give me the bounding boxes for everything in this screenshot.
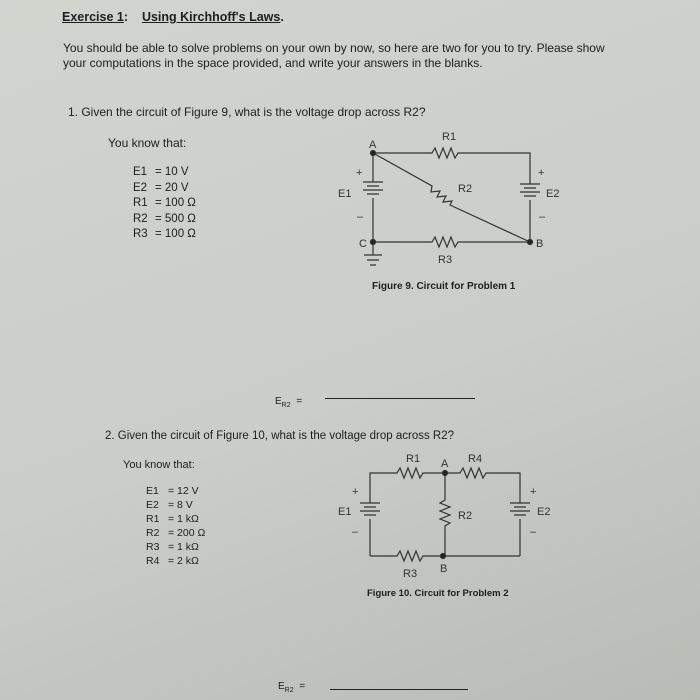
value-amount: = 100 Ω [155,228,196,240]
value-name: R4 [146,555,160,567]
value-name: E2 [146,499,159,511]
answer-subscript: R2 [281,402,291,409]
value-name: R1 [146,513,160,525]
problem-2-values [146,484,205,568]
answer-2-blank[interactable] [330,689,468,690]
label-r2: R2 [458,510,473,522]
e2-battery [510,503,530,556]
value-amount: = 2 kΩ [168,555,199,567]
e2-battery [520,184,540,242]
answer-symbol: E [278,681,285,692]
value-name: E1 [146,485,159,497]
e1-battery [363,153,383,242]
value-row [146,484,205,498]
e1-plus: + [352,486,359,498]
answer-equals: = [299,681,306,692]
answer-equals: = [296,396,303,407]
title-colon: : [123,10,129,24]
e1-minus: – [357,211,364,223]
problem-1-know-label: You know that: [108,136,187,150]
label-e1: E1 [338,188,352,200]
value-amount: = 200 Ω [168,527,206,539]
value-name: R3 [133,228,148,240]
figure-10-circuit [360,468,530,561]
value-amount: = 500 Ω [155,212,196,225]
value-amount: = 1 kΩ [168,513,199,525]
problem-2-know-label: You know that: [123,459,195,471]
label-c: C [359,238,367,250]
answer-subscript: R2 [284,687,294,694]
label-r4: R4 [468,453,483,465]
value-amount: = 20 V [155,181,189,194]
r2-resistor [373,153,530,242]
value-amount: = 100 Ω [155,197,196,209]
value-amount: = 10 V [155,166,189,178]
problem-1-question: 1. Given the circuit of Figure 9, what is the voltage drop across R2? [68,105,426,119]
exercise-topic: Using Kirchhoff's Laws [141,10,281,24]
value-row [146,498,205,512]
value-amount: = 12 V [168,485,199,497]
value-amount: = 1 kΩ [168,541,199,553]
node-b [441,554,446,559]
value-name: R2 [146,527,160,539]
label-r3: R3 [403,568,418,580]
node-c [371,240,376,245]
label-a: A [441,458,449,470]
e2-minus: – [539,211,546,223]
answer-1-label [275,396,302,409]
exercise-number: Exercise 1 [62,10,124,24]
value-row [146,540,205,554]
e2-plus: + [530,486,537,498]
value-row [146,512,205,526]
figure-9-caption: Figure 9. Circuit for Problem 1 [372,281,516,292]
label-r3: R3 [438,254,453,266]
node-a [443,471,448,476]
label-r2: R2 [458,183,473,195]
label-r1: R1 [406,453,421,465]
e2-minus: – [530,526,537,538]
answer-1-blank[interactable] [325,398,475,399]
r3-resistor [373,237,530,247]
e1-battery [360,503,380,556]
r2-resistor [440,473,450,556]
answer-2-label [278,681,305,694]
value-name: E2 [133,181,148,194]
label-b: B [440,563,448,575]
value-amount: = 8 V [168,499,193,511]
figure-9-circuit [363,148,540,265]
node-b [528,240,533,245]
e1-minus: – [352,526,359,538]
value-row [146,526,205,540]
value-name: E1 [133,166,148,178]
label-r1: R1 [442,131,457,143]
value-name: R2 [133,212,148,225]
value-row [146,554,205,568]
value-name: R1 [133,197,148,209]
label-e1: E1 [338,506,352,518]
answer-symbol: E [275,396,282,407]
value-name: R3 [146,541,160,553]
label-e2: E2 [537,506,551,518]
title-period: . [280,10,284,24]
label-e2: E2 [546,188,560,200]
e2-plus: + [538,167,545,179]
intro-paragraph: You should be able to solve problems on your own by now, so here are two for you to try. Please show your computations in the space provided, and write your answers in the blanks. [63,41,605,70]
e1-plus: + [356,167,363,179]
node-a [371,151,376,156]
label-a: A [369,139,377,151]
problem-2-question: 2. Given the circuit of Figure 10, what is the voltage drop across R2? [105,430,455,442]
figure-10-caption: Figure 10. Circuit for Problem 2 [367,588,509,599]
label-b: B [536,238,544,250]
